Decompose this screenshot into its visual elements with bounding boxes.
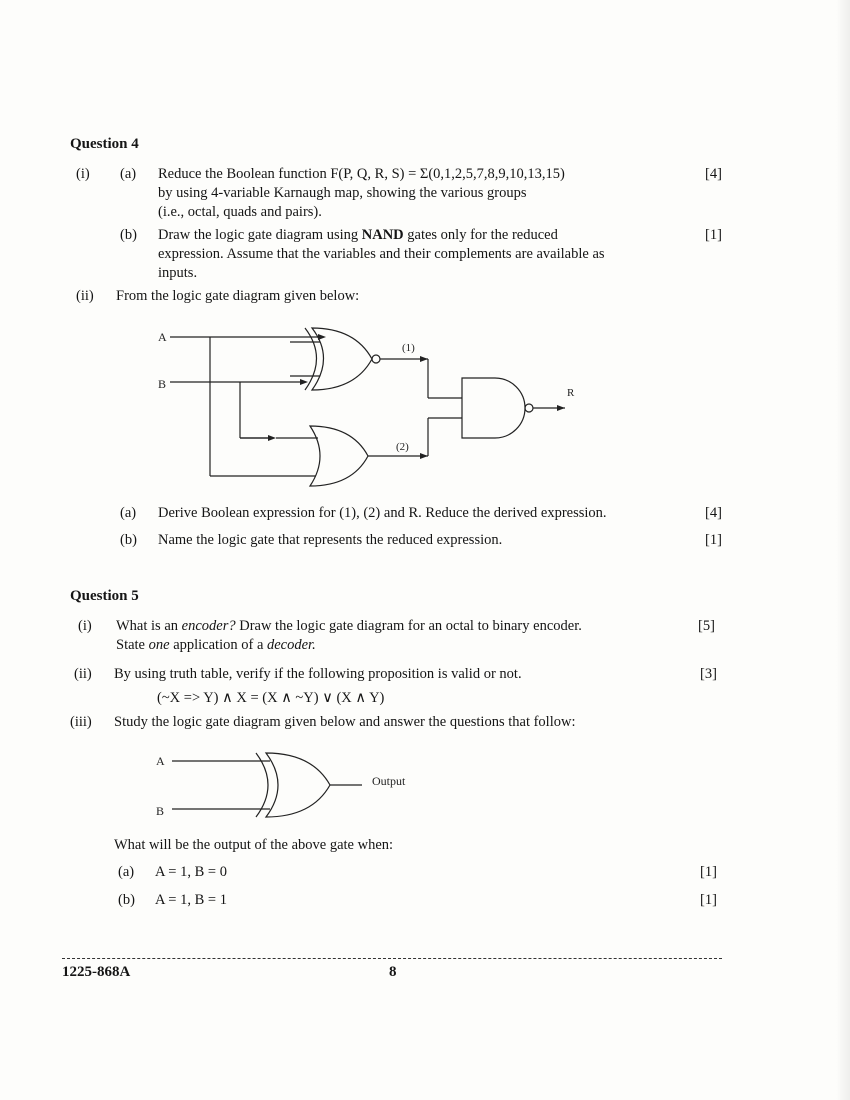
q4-i-a-marks: [4]: [705, 166, 722, 182]
q4-i-b-label: (b): [120, 227, 137, 243]
q5-iii-b-marks: [1]: [700, 892, 717, 908]
or-gate-body: [310, 426, 368, 486]
q5-ii-expression: (~X => Y) ∧ X = (X ∧ ~Y) ∨ (X ∧ Y): [157, 690, 385, 706]
nand-gate-body: [462, 378, 525, 438]
q4-ii-b-text: Name the logic gate that represents the reduced expression.: [158, 532, 503, 548]
diagram1-input-b-label: B: [158, 377, 167, 391]
q4-ii-a-text: Derive Boolean expression for (1), (2) and R. Reduce the derived expression.: [158, 505, 607, 521]
q5-i-marks: [5]: [698, 618, 715, 634]
q4-i-b-line2: expression. Assume that the variables and their complements are available as: [158, 246, 605, 262]
diagram2-input-b-label: B: [156, 804, 165, 818]
q5-iii-b-label: (b): [118, 892, 135, 908]
footer-page-number: 8: [389, 964, 397, 980]
q5-heading: Question 5: [70, 588, 139, 604]
diagram1-output-r-label: R: [567, 387, 575, 399]
q5-iii-a-text: A = 1, B = 0: [155, 864, 227, 880]
q5-iii-b-text: A = 1, B = 1: [155, 892, 227, 908]
q4-heading: Question 4: [70, 136, 139, 152]
footer-divider: [62, 958, 722, 959]
diagram2-output-label: Output: [372, 774, 406, 788]
arrow-icon: [420, 356, 428, 362]
xor-extra-arc: [256, 753, 268, 817]
xnor-bubble: [372, 355, 380, 363]
q5-iii-text: Study the logic gate diagram given below and answer the questions that follow:: [114, 714, 576, 730]
q4-logic-diagram: [140, 318, 600, 498]
arrow-icon: [300, 379, 308, 385]
q5-iii-a-marks: [1]: [700, 864, 717, 880]
q4-ii-b-label: (b): [120, 532, 137, 548]
nand-bubble: [525, 404, 533, 412]
diagram1-output-1-label: (1): [402, 342, 415, 354]
q4-ii-number: (ii): [76, 288, 94, 304]
q4-ii-b-marks: [1]: [705, 532, 722, 548]
q5-ii-number: (ii): [74, 666, 92, 682]
arrow-icon: [557, 405, 565, 411]
q4-ii-a-marks: [4]: [705, 505, 722, 521]
diagram1-output-2-label: (2): [396, 441, 409, 453]
q5-logic-diagram: [150, 745, 430, 825]
q4-i-b-marks: [1]: [705, 227, 722, 243]
arrow-icon: [420, 453, 428, 459]
q5-i-number: (i): [78, 618, 92, 634]
q4-i-a-line3: (i.e., octal, quads and pairs).: [158, 204, 322, 220]
q4-ii-a-label: (a): [120, 505, 137, 521]
arrow-icon: [268, 435, 276, 441]
q5-ii-marks: [3]: [700, 666, 717, 682]
q4-i-b-line3: inputs.: [158, 265, 198, 281]
q4-i-a-label: (a): [120, 166, 137, 182]
q5-i-line1: What is an encoder? Draw the logic gate diagram for an octal to binary encoder.: [116, 618, 582, 634]
q4-i-b-line1: Draw the logic gate diagram using NAND gates only for the reduced: [158, 227, 558, 243]
q4-ii-text: From the logic gate diagram given below:: [116, 288, 360, 304]
footer-paper-code: 1225-868A: [62, 964, 131, 980]
q5-iii-question: What will be the output of the above gate when:: [114, 837, 394, 853]
q5-iii-a-label: (a): [118, 864, 135, 880]
q5-iii-number: (iii): [70, 714, 92, 730]
q4-i-a-line2: by using 4-variable Karnaugh map, showing the various groups: [158, 185, 527, 201]
diagram2-input-a-label: A: [156, 754, 165, 768]
q4-i-number: (i): [76, 166, 90, 182]
q5-ii-text: By using truth table, verify if the following proposition is valid or not.: [114, 666, 522, 682]
q5-i-line2: State one application of a decoder.: [116, 637, 316, 653]
diagram1-input-a-label: A: [158, 330, 167, 344]
xor-gate-body: [266, 753, 330, 817]
scan-edge-shadow: [836, 0, 850, 1100]
q4-i-a-line1: Reduce the Boolean function F(P, Q, R, S) = Σ(0,1,2,5,7,8,9,10,13,15): [158, 166, 565, 182]
